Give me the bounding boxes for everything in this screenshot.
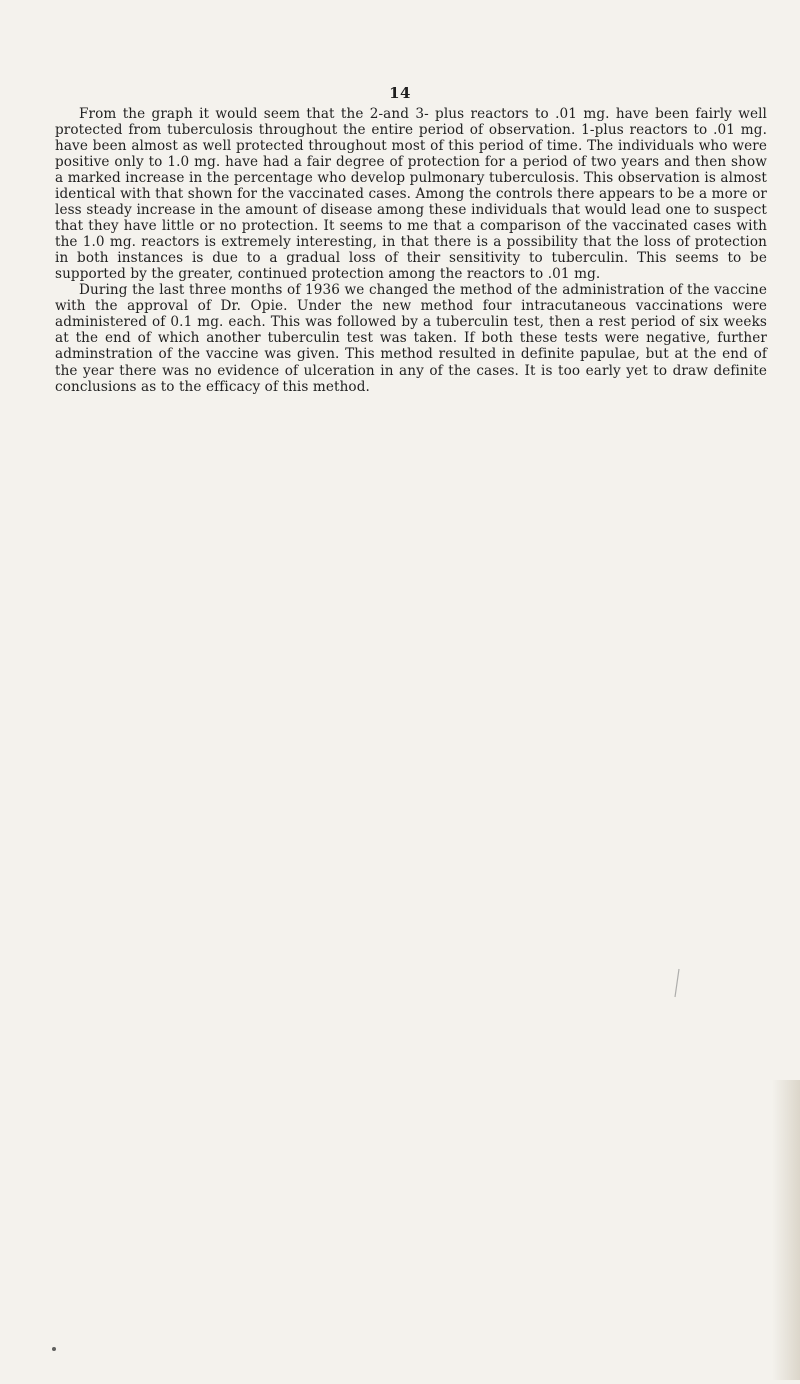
page-number: 14 [389, 84, 411, 102]
pencil-mark-icon [673, 968, 681, 998]
body-text [55, 106, 767, 395]
scan-dot-icon [52, 1347, 56, 1351]
paper-edge-stain [772, 1080, 800, 1380]
paragraph-1: From the graph it would seem that the 2-and 3- plus reactors to .01 mg. have been fairly well protected from tuberculosis throughout the entire period of observation. 1-plus reactors to .01 mg. have been almost as well protected throughout most of this period of time. The individuals who were positive only to 1.0 mg. have had a fair degree of protection for a period of two years and then show a marked increase in the percentage who develop pulmonary tuberculosis. This observation is almost identical with that shown for the vaccinated cases. Among the controls there appears to be a more or less steady increase in the amount of disease among these individuals that would lead one to suspect that they have little or no protection. It seems to me that a comparison of the vaccinated cases with the 1.0 mg. reactors is extremely interesting, in that there is a possibility that the loss of protection in both instances is due to a gradual loss of their sensitivity to tuberculin. This seems to be supported by the greater, continued protection among the reactors to .01 mg. [55, 106, 767, 283]
paragraph-2: During the last three months of 1936 we changed the method of the administration of the vaccine with the approval of Dr. Opie. Under the new method four intracutaneous vaccinations were administered of 0.1 mg. each. This was followed by a tuberculin test, then a rest period of six weeks at the end of which another tuberculin test was taken. If both these tests were negative, further adminstration of the vaccine was given. This method resulted in definite papulae, but at the end of the year there was no evidence of ulceration in any of the cases. It is too early yet to draw definite conclusions as to the efficacy of this method. [55, 282, 767, 395]
